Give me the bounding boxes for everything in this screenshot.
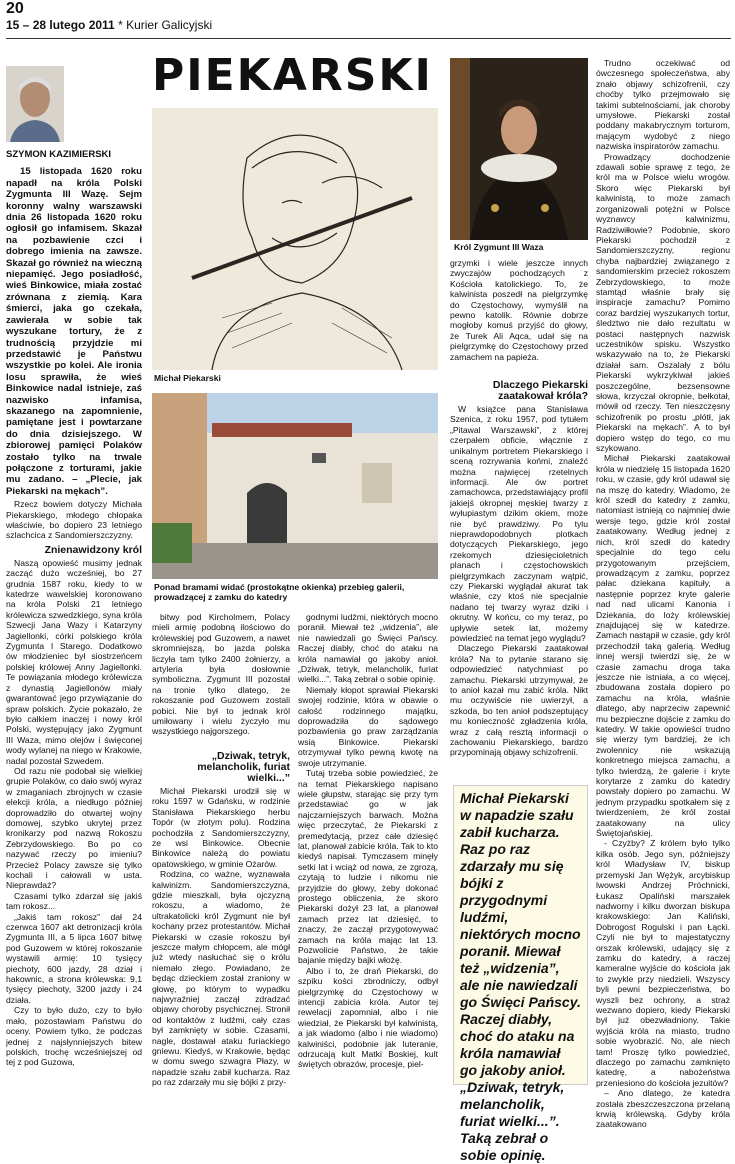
paragraph: Naszą opowieść musimy jednak zacząć dużo wcześniej, bo 27 grudnia 1587 roku, kiedy to w katedrze wawelskiej koronowano na króla Polski 21 letniego królewicza szwedzkiego, syna króla Szwecji Jana Wazy i Katarzyny Jagiellonki, córki polskiego króla Zygmunta I Starego. Dodatkowo ów młodzieniec był siostrzeńcem polskiej królowej Anny Jagiellonki. Te powiązania młodego królewicza z dynastią Jagiellonów miały gwarantować jego przywiązanie do spraw polskich. Życie pokazało, że było całkiem inaczej i nowy król Polski, występujący jako Zygmunt III Waza, mimo olejów i święconej wody wylanej na niego w Krakowie, nadal pozostał Szwedem. [6, 557, 142, 766]
column-1 [6, 150, 142, 1068]
paragraph: Niemały kłopot sprawiał Piekarski swojej rodzinie, która w obawie o całość rodzinnego majątku, doprowadziła do sądowego pozbawienia go praw zarządzania wsią Binkowice. Piekarski otrzymywał tylko pewną kwotę na swoje utrzymanie. [298, 684, 438, 768]
page-number: 20 [6, 0, 24, 17]
paragraph: Tutaj trzeba sobie powiedzieć, że na temat Piekarskiego napisano wiele głupstw, starając się przy tym przedstawiać go w jak najczarniejszych barwach. Można więc przeczytać, że Piekarski z premedytacją, przez całe dziesięć lat, planował zabicie króla. Tak to kto kiedyś napisał. Tymczasem minęły setki lat i wciąż od nowa, ze zgrozą, czytają to ludzie i nikomu nie przyjdzie do głowy, żeby dokonać prostego obliczenia, że skoro Piekarski dożył 23 lat, a planował zamach przez lat dziesięć, to znaczy, że zaczął przygotowywać zamach na króla mając lat 13. Pozwolicie Państwo, że takie bajanie między bajki włożę. [298, 768, 438, 966]
pull-quote: Michał Piekarski w napadzie szału zabił kucharza. Raz po raz zdarzały mu się bójki z przygodnymi ludźmi, niektórych mocno poranił. Miewał też „widzenia”, ale nie nawiedzali go Święci Pańscy. Raczej diabły, choć do ataku na króla namawiał go jakoby anioł. „Dziwak, tetryk, melancholik, furiat wielki...”. Taką zebrał o sobie opinię. [453, 785, 588, 1085]
page-header [6, 2, 731, 39]
paragraph: W książce pana Stanisława Szenica, z roku 1957, pod tytułem „Pitawal Warszawski”, z której czerpałem obficie, włącznie z unikalnym portretem Piekarskiego i sceną rozrywania końmi, znaleźć można najwięcej rzetelnych informacji. Ale ów portret zamachowca, przedstawiający profil jakiejś okropnej męskiej twarzy z wyłupiastym dzikim okiem, może nie być prawdziwy. Po tylu nieprawdopodobnych plotkach dotyczących Piekarskiego, jego rzekomych dziesięcioletnich planach i częstochowskich pielgrzymkach zaczynam wątpić, czy Piekarski wyglądał akurat tak właśnie, czy ktoś nie specjalnie nadano tej twarzy wyraz dziki i okrutny. W końcu, co my teraz, po upływie setek lat, możemy powiedzieć na temat jego wyglądu? [450, 404, 588, 643]
column-3b [450, 258, 588, 758]
paragraph: „Jakiś tam rokosz” dał 24 czerwca 1607 akt detronizacji króla Zygmunta III, a 5 lipca 1607 bitwę pod Guzowem w której rokoszanie wystawili armię: 10 tysięcy piechoty, 600 jazdy, 28 dział i hakownic, a strona królewska: 9,1 tysięcy piechoty, 3200 jazdy i 24 działa. [6, 911, 142, 1005]
section-heading: Dlaczego Piekarski zaatakował króla? [492, 379, 588, 403]
paragraph: Rzecz bowiem dotyczy Michała Piekarskiego, młodego chłopaka właściwie, bo dopiero 23 letniego szlachcica z Sandomierszczyzny. [6, 499, 142, 541]
paragraph: Rodzina, co ważne, wyznawała kalwinizm. Sandomierszczyzna, gdzie mieszkali, była ojczyzną rokoszu, a wiadomo, że ultrakatolicki król Zygmunt nie był kochany przez protestantów. Michał Piekarski w czasie rokoszu był jeszcze małym chłopcem, ale mógł już wtedy nasłuchać się o królu niemało złego. Powiadano, że będąc dzieckiem został zraniony w głowę, po którym to wypadku najwyraźniej zaczął zdradzać objawy choroby psychicznej. Stronił od kontaktów z ludźmi, cały czas był zamknięty w sobie. Czasami, nagle, dostawał ataku furiackiego gniewu. Kiedyś, w Krakowie, będąc w domu swego szwagra Płazy, w napadzie szału zabił kucharza. Raz po raz zdarzały mu się bójki z przy- [152, 869, 290, 1088]
issue-line [6, 18, 212, 32]
column-2 [152, 612, 290, 1088]
paragraph: Trudno oczekiwać od ówczesnego społeczeństwa, aby znało objawy schizofrenii, czy choćby tylko przejmowało się takimi subtelnościami, jak choroby umysłowe. Piekarski został poddany makabrycznym torturom, mającym wydobyć z niego nazwiska inspiratorów zamachu. [596, 58, 730, 152]
paragraph: Czy to było dużo, czy to było mało, pozostawiam Państwu do oceny. Powiem tylko, że podczas jednej z najsłynniejszych bitew polskich, trochę wcześniejszej od tej z pod Guzowa, [6, 1005, 142, 1068]
author-photo [6, 66, 64, 142]
paragraph: Michał Piekarski zaatakował króla w niedzielę 15 listopada 1620 roku, w czasie, gdy król udawał się na mszę do katedry. Wiadomo, że król szedł do katedry z zamku, natomiast istnieją co najmniej dwie wersje tego, gdzie król został zaatakowany. Według jednej z nich, król szedł do katedry specjalnie do tego celu przygotowanym przejściem, prowadzącym z zamku, poprzez pałac dziekana kapituły, a następnie poprzez kryte galerie nad nad ulicami Kanonia i Dziekania, do loży królewskiej znajdującej się w katedrze. Zamach nastąpił w czasie, gdy król przechodził taką galerią. Według innej wersji twierdzi się, że w czasie zamachu droga taka jeszcze nie istniała, a co więcej, zbudowana została dopiero po zamachu na króla, właśnie dlatego, aby naprzeciw zapewnić mu bezpieczne dojście z zamku do katedry. W takie opowieści trudno się wierzy tym bardziej, że ich zwolennicy nie wskazują konkretnego miejsca zamachu, a tylko twierdzą, że galerie i kryte korytarze z zamku do katedry powstały dopiero po zamachu. W jednym przypadku spotkałem się z twierdzeniem, że król został zaatakowany na ulicy Świętojańskiej. [596, 453, 730, 839]
author-name: SZYMON KAZIMIERSKI [6, 149, 112, 160]
column-3 [298, 612, 438, 1070]
section-heading: Znienawidzony król [44, 543, 142, 556]
paragraph: bitwy pod Kircholmem, Polacy mieli armię podobną ilościowo do królewskiej pod Guzowem, a nawet skromniejszą, bo jazda polska liczyła tam tylko 2400 żołnierzy, a artyleria była dosłownie symboliczna. Zygmunt III pozostał na tronie tylko dlatego, że rokoszanie pod Guzowem zostali pobici. Nie był to jednak król umiłowany i wielu życzyło mu wszystkiego najgorszego. [152, 612, 290, 737]
paragraph: Albo i to, że drań Piekarski, do szpiku kości zbrodniczy, odbył pielgrzymkę do Częstochowy w intencji zabicia króla. Autor tej rewelacji zapomniał, albo i nie wiedział, że Piekarski był kalwinistą, a jak wiadomo (albo i nie wiadomo) kalwiniści, podobnie jak luteranie, odrzucają kult Matki Boskiej, kult świętych obrazów, procesje, piel- [298, 965, 438, 1070]
section-heading: „Dziwak, tetryk, melancholik, furiat wielki...” [197, 749, 290, 784]
caption-king: Król Zygmunt III Waza [454, 242, 544, 252]
street-photo [152, 393, 438, 579]
king-portrait [450, 58, 588, 240]
column-4 [596, 58, 730, 1130]
paragraph: grzymki i wiele jeszcze innych zwyczajów pochodzących z Kościoła katolickiego. To, że kalwinista poszedł na pielgrzymkę do Częstochowy, wymyślił na pewno katolik. Równie dobrze mogłoby komuś przyjść do głowy, że Turek Ali Aqca, udał się na pielgrzymkę do Częstochowy przed zamachem na papieża. [450, 258, 588, 362]
issue-date: 15 – 28 lutego 2011 [6, 18, 115, 32]
paragraph: Prowadzący dochodzenie zdawali sobie sprawę z tego, że król ma w Polsce wielu wrogów. Skoro więc Piekarski był kalwinistą, to może zamach zorganizowali potężni w Polsce wyznawcy kalwinizmu, Radziwiłłowie? Podobnie, skoro Piekarski pochodził z Sandomierszczyzny, regionu chyba najbardziej związanego z sandomierskim przecież rokoszem Zebrzydowskiego, to może stamtąd właśnie brały się inspiracje zamachu? Pomimo coraz bardziej wyszukanych tortur, śledztwo nie dało rezultatu w postaci następnych nazwisk uczestników spisku. Wszystko wskazywało na to, że Piekarski działał sam. Oszalały z bólu Piekarski wykrzykiwał jakieś poszczególne, bezsensowne słowa, krzyczał okropnie, bełkotał, mówił od rzeczy. Ten nieszczęsny schizofrenik po prostu „plótł, jak Piekarski na mękach”. A to był dopiero wstęp do tego, co mu szykowano. [596, 151, 730, 454]
paragraph: Michał Piekarski urodził się w roku 1597 w Gdańsku, w rodzinie Stanisława Piekarskiego herbu Topór (w złotym polu). Rodzina pochodziła z Sandomierszczyzny, ze wsi Binkowice. Obecnie Binkowice należą do powiatu opatowskiego, w gminie Ożarów. [152, 785, 290, 869]
paper-name: Kurier Galicyjski [126, 18, 213, 32]
issue-separator: * [118, 18, 123, 32]
paragraph: Dlaczego Piekarski zaatakował króla? Na to pytanie starano się odpowiedzieć natychmiast po zamachu. Piekarski utrzymywał, że to anioł kazał mu zabić króla. Nikt mu oczywiście nie uwierzył, a szkoda, bo ten anioł podszeptujący mu konieczność zgładzenia króla, wraz z całą resztą informacji o zachowaniu Piekarskiego, bardzo przypominają objawy schizofrenii. [450, 643, 588, 758]
article-title: PIEKARSKI [152, 50, 433, 101]
michal-portrait [152, 108, 438, 370]
lead-paragraph [6, 166, 142, 497]
paragraph: Od razu nie podobał się wielkiej grupie Polaków, co dało swój wyraz w zmaganiach zbrojnych w czasie elekcji króla, a niedługo później doprowadziło do otwartej wojny domowej, szybko ukrytej przez kronikarzy pod nazwą Rokoszu Zebrzydowskiego. Bo po co nazywać rzeczy po imieniu? Przecież Polacy zawsze się tylko kochali i całowali w usta. Nieprawdaż? [6, 765, 142, 891]
paragraph: Czasami tylko zdarzał się jakiś tam rokosz... [6, 890, 142, 912]
paragraph: - Czyżby? Z królem było tylko kilka osób. Jego syn, późniejszy król Władysław IV, biskup przemyski Jan Wężyk, arcybiskup lwowski Andrzej Próchnicki, Łukasz Opaliński marszałek nadworny i kilku dworzan biskupa krakowskiego: Jan Kaliński, Dobrogost Rogulski i pan Łącki. Czyli nie był to majestatyczny orszak królewski, udający się z zamku do katedry, a raczej kameralne wyjście do kościoła jak to zwykle przy niedzieli. Wszyscy byli pewni bezpieczeństwa, bo wyszli bez ochrony, a straż wezwano dopiero, kiedy Piekarski był już obezwładniony. Takie wyjścia króla na miasto, trudno sobie wyobrazić. No, ale niech tam! Proszę tylko powiedzieć, dlaczego po zamachu zamknięto katedrę, a nabożeństwa przeniesiono do kościoła jezuitów? [596, 838, 730, 1088]
lead-text: 15 listopada 1620 roku napadł na króla Polski Zygmunta III Wazę. Sejm koronny walny warszawski dnia 26 listopada 1620 roku ogłosił go infamisem. Skazał na pozbawienie czci i dobrego imienia na zawsze. Skazał go również na wieczną niepamięć. Jego posiadłość, wieś Binkowice, miała zostać zrównana z ziemią. Kara śmierci, jaka go czekała, zawierała w sobie tak wyszukane tortury, że z trudnością przyjdzie mi przedstawić je Państwu wszystkie po kolei. Ale ironia losu sprawiła, że wieś Binkowice nadal istnieje, zaś nazwisko infamisa, skazanego na zapomnienie, pamiętane jest i powtarzane do dnia dzisiejszego. W zbiorowej pamięci Polaków zostało tylko na trwale połączone z torturami, jakie mu zadano. – „Plecie, jak Piekarski na mękach”. [6, 166, 142, 497]
caption-michal: Michał Piekarski [154, 373, 221, 383]
caption-street: Ponad bramami widać (prostokątne okienka) przebieg galerii, prowadzącej z zamku do katedry [154, 582, 405, 602]
paragraph: – Ano dlatego, że katedra została zbeszczeszczona przelaną krwią królewską. Gdyby króla zaatakowano [596, 1088, 730, 1130]
paragraph: godnymi ludźmi, niektórych mocno poranił. Miewał też „widzenia”, ale nie nawiedzali go Święci Pańscy. Raczej diabły, choć do ataku na króla namawiał go jakoby anioł. „Dziwak, tetryk, melancholik, furiat wielki...”. Taką zebrał o sobie opinię. [298, 612, 438, 685]
